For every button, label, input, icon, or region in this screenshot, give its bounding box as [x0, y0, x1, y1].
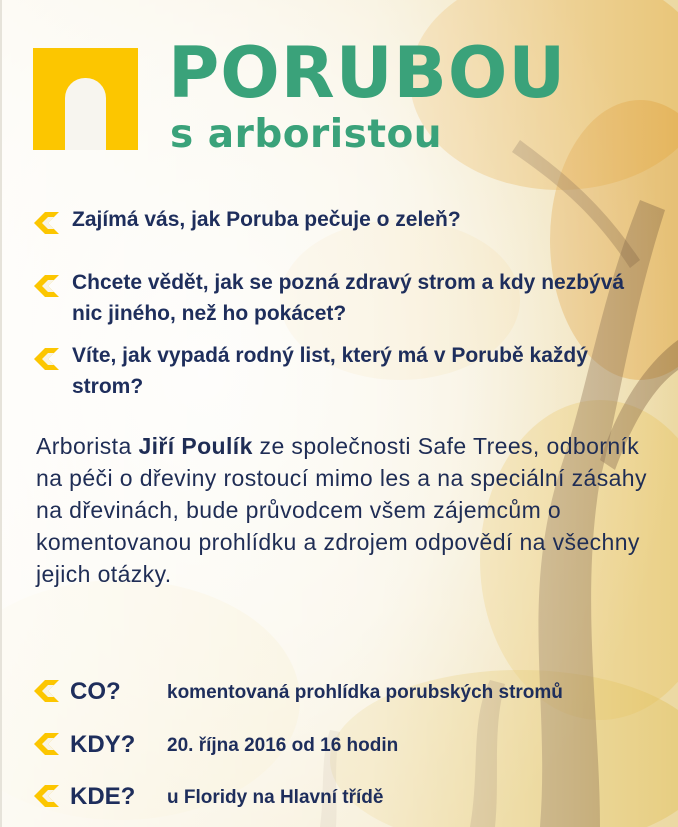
detail-value: komentovaná prohlídka porubských stromů — [167, 682, 563, 703]
chevron-icon — [32, 731, 60, 757]
description-paragraph — [36, 430, 656, 590]
chevron-icon — [32, 273, 60, 299]
detail-value: u Floridy na Hlavní třídě — [167, 787, 384, 808]
left-border — [0, 0, 2, 827]
question-text: Zajímá vás, jak Poruba pečuje o zeleň? — [72, 208, 461, 231]
chevron-icon — [32, 346, 60, 372]
page-title: PORUBOU — [168, 32, 567, 114]
chevron-icon — [32, 783, 60, 809]
logo-cutout — [65, 78, 106, 150]
question-text: Chcete vědět, jak se pozná zdravý strom a kdy nezbývá nic jiného, než ho pokácet? — [72, 271, 625, 325]
detail-label: KDY? — [70, 731, 136, 758]
paragraph-intro: Arborista — [36, 433, 139, 459]
detail-label: CO? — [70, 678, 121, 705]
chevron-icon — [32, 210, 60, 236]
page-subtitle: s arboristou — [170, 112, 443, 157]
question-text: Víte, jak vypadá rodný list, který má v Porubě každý strom? — [72, 344, 588, 398]
paragraph-rest: ze společnosti Safe Trees, odborník na péči o dřeviny rostoucí mimo les a na speciální zásahy na dřevinách, bude průvodcem všem zájemcům o komentovanou prohlídku a zdrojem odpovědí na všechny jejich otázky. — [36, 433, 647, 587]
arborist-name: Jiří Poulík — [138, 433, 253, 459]
porubou-logo — [33, 48, 138, 150]
chevron-icon — [32, 678, 60, 704]
detail-value: 20. října 2016 od 16 hodin — [167, 735, 399, 756]
detail-label: KDE? — [70, 783, 136, 810]
